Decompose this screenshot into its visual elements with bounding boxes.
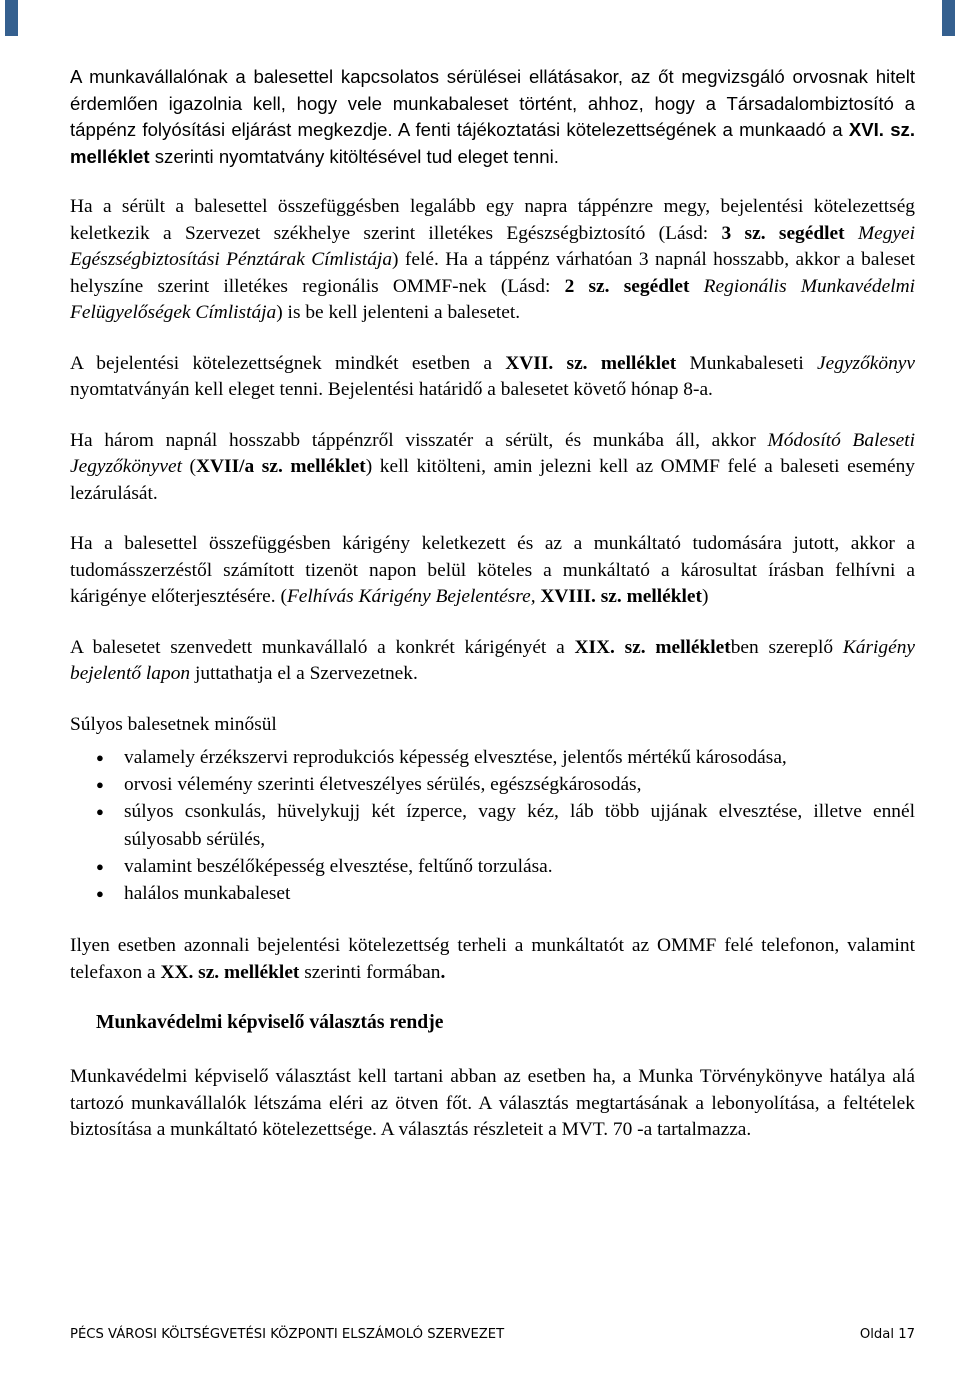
paragraph-representative-election: Munkavédelmi képviselő választást kell tartani abban az esetben ha, a Munka Törvénykönyve hatálya alá tartozó munkavállalók létszáma eléri az ötven főt. A választás megtartásának a lebonyolítása, a feltételek biztosítása a munkáltató kötelezettsége. A választás részleteit a MVT. 70 -a tartalmazza.: [70, 1066, 915, 1141]
reference-title: Regionális Munkavédelmi Felügyelőségek Címlistája: [70, 275, 915, 323]
corner-mark-left: [5, 0, 18, 36]
text: .: [440, 961, 446, 983]
paragraph-severe-intro: Súlyos balesetnek minősül: [70, 713, 277, 735]
reference-title: Felhívás Kárigény Bejelentésre,: [286, 586, 536, 607]
text: Ha a sérült a balesettel összefüggésben legalább egy napra táppénzre megy, bejelentési kötelezettség keletkezik a Szervezet székhelye szerint illetékes Egészségbiztosító (Lásd:: [70, 196, 915, 244]
list-item: ● halálos munkabaleset: [124, 880, 915, 907]
paragraph-employer-duty: [70, 64, 915, 170]
reference-title: Módosító Baleseti Jegyzőkönyvet: [70, 429, 915, 477]
list-item: ● orvosi vélemény szerinti életveszélyes sérülés, egészségkárosodás,: [124, 771, 915, 798]
text: ben szereplő: [730, 636, 843, 658]
paragraph-report-form: [70, 351, 915, 404]
paragraph-amended-report: [70, 428, 915, 508]
text: ) felé. Ha a táppénz várhatóan 3 napnál hosszabb, akkor a baleset helyszíne szerint illetékes regionális OMMF-nek (Lásd:: [70, 249, 915, 297]
text: szerinti nyomtatvány kitöltésével tud eleget tenni.: [149, 145, 559, 167]
paragraph-immediate-report: [70, 933, 915, 986]
paragraph-sick-leave-report: [70, 194, 915, 327]
reference-annex: XIX. sz. melléklet: [574, 636, 731, 658]
severe-accident-list: [70, 744, 915, 907]
text: juttathatja el a Szervezetnek.: [190, 663, 418, 684]
text: ) kell kitölteni, amin jelezni kell az OMMF felé a baleseti esemény lezárulását.: [70, 456, 915, 504]
text: Ha három napnál hosszabb táppénzről visszatér a sérült, és munkába áll, akkor: [70, 429, 768, 451]
text: (: [181, 456, 197, 477]
document-body: [70, 64, 915, 1144]
footer-organization: PÉCS VÁROSI KÖLTSÉGVETÉSI KÖZPONTI ELSZÁMOLÓ SZERVEZET: [70, 1327, 505, 1342]
text: A munkavállalónak a balesettel kapcsolatos sérülései ellátásakor, az őt megvizsgáló orvosnak hitelt érdemlően igazolnia kell, hogy vele munkabaleset történt, ahhoz, hogy a Társadalombiztosító a táppénz folyósítási eljárást megkezdje. A fenti tájékoztatási kötelezettségének a munkaadó a: [70, 66, 915, 140]
text: ) is be kell jelenteni a balesetet.: [276, 302, 521, 323]
page-footer: [70, 1327, 915, 1347]
text: [689, 276, 703, 297]
reference-title: Megyei Egészségbiztosítási Pénztárak Címlistája: [70, 222, 915, 270]
text: nyomtatványán kell eleget tenni. Bejelentési határidő a balesetet követő hónap 8-a.: [70, 379, 713, 400]
reference-annex: XVI. sz. melléklet: [70, 119, 915, 167]
reference-title: Kárigény bejelentő lapon: [70, 636, 915, 684]
text: A balesetet szenvedett munkavállaló a konkrét kárigényét a: [70, 636, 575, 658]
list-item: ● súlyos csonkulás, hüvelykujj két ízperce, vagy kéz, láb több ujjának elvesztése, illetve ennél súlyosabb sérülés,: [124, 798, 915, 852]
text: [845, 223, 858, 244]
list-item: ● valamint beszélőképesség elvesztése, feltűnő torzulása.: [124, 853, 915, 880]
section-heading: Munkavédelmi képviselő választás rendje: [96, 1012, 444, 1034]
text: Ha a balesettel összefüggésben kárigény keletkezett és az a munkáltató tudomására jutott, akkor a tudomásszerzéstől számított tizenöt napon belül köteles a munkáltató a károsultat írásban felhívni a kárigénye előterjesztésére. (: [70, 533, 915, 607]
text: szerinti formában: [299, 961, 441, 983]
paragraph-claim-submission: [70, 635, 915, 688]
corner-mark-right: [942, 0, 955, 36]
reference-annex: XVIII. sz. melléklet: [540, 586, 702, 607]
text: A bejelentési kötelezettségnek mindkét esetben a: [70, 352, 506, 374]
reference-annex: XVII/a sz. melléklet: [196, 456, 366, 477]
paragraph-claim-notice: [70, 531, 915, 611]
text: ): [701, 586, 709, 607]
text: Ilyen esetben azonnali bejelentési kötelezettség terheli a munkáltatót az OMMF felé telefonon, valamint telefaxon a: [70, 935, 915, 983]
reference-annex: XX. sz. melléklet: [160, 961, 300, 983]
reference-annex: XVII. sz. melléklet: [505, 352, 677, 374]
text: Munkabaleseti: [676, 352, 818, 374]
reference-aid: 2 sz. segédlet: [564, 275, 690, 297]
reference-aid: 3 sz. segédlet: [721, 222, 845, 244]
reference-title: Jegyzőkönyv: [817, 352, 915, 374]
list-item: ● valamely érzékszervi reprodukciós képesség elvesztése, jelentős mértékű károsodása,: [124, 744, 915, 771]
page-number: Oldal 17: [859, 1327, 915, 1342]
